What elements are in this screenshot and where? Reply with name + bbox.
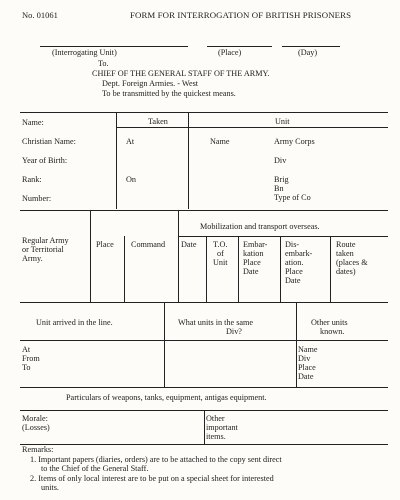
other-name-label: Name	[298, 345, 318, 354]
place-line[interactable]	[207, 46, 272, 47]
section-divider-remarks-top	[20, 444, 388, 445]
name-label: Name:	[22, 118, 44, 127]
line-section-header-underline	[20, 340, 388, 341]
unit-name-label: Name	[210, 137, 230, 146]
arrived-from-label: From	[22, 354, 40, 363]
line-section-border-1	[164, 302, 165, 387]
remarks-label: Remarks:	[22, 445, 54, 454]
regular-army-line2: or Territorial	[22, 245, 64, 254]
mobilization-col-border-1	[90, 210, 91, 302]
regular-army-line3: Army.	[22, 254, 43, 263]
remark2-line1: 2. Items of only local interest are to be put on a special sheet for interested	[30, 474, 274, 483]
route-line2: taken	[336, 249, 354, 258]
other-units-line2: known.	[320, 327, 345, 336]
regular-army-line1: Regular Army	[22, 236, 69, 245]
to-unit-line2: of	[217, 249, 224, 258]
form-number: No. 01061	[22, 10, 58, 20]
brig-label: Brig	[274, 175, 289, 184]
taken-header: Taken	[148, 117, 168, 126]
section-divider-line-top	[20, 302, 388, 303]
route-line4: dates)	[336, 267, 356, 276]
losses-label: (Losses)	[22, 423, 50, 432]
to-label: To.	[98, 59, 109, 68]
section-divider-equipment-top	[20, 387, 388, 388]
christian-name-label: Christian Name:	[22, 137, 76, 146]
morale-label: Morale:	[22, 414, 48, 423]
other-units-line1: Other units	[311, 318, 348, 327]
bn-label: Bn	[274, 184, 284, 193]
other-date-label: Date	[298, 372, 314, 381]
type-of-co-label: Type of Co	[274, 193, 311, 202]
section-divider-personal-top	[20, 112, 388, 113]
mobilization-col-border-disembark	[330, 236, 331, 302]
mobilization-col-border-place	[124, 236, 125, 302]
morale-column-border	[204, 410, 205, 444]
embarkation-line2: kation	[243, 249, 264, 258]
disembarkation-line1: Dis-	[285, 240, 300, 249]
other-items-line2: important	[206, 423, 238, 432]
unit-header: Unit	[275, 117, 290, 126]
disembarkation-line3: ation.	[285, 258, 304, 267]
disembarkation-line5: Date	[285, 276, 301, 285]
route-line3: (places &	[336, 258, 368, 267]
mobilization-col-border-2	[178, 210, 179, 302]
div-label: Div	[274, 156, 287, 165]
form-title: FORM FOR INTERROGATION OF BRITISH PRISONERS	[130, 10, 352, 20]
day-line[interactable]	[282, 46, 340, 47]
interrogating-unit-line[interactable]	[40, 46, 188, 47]
mobilization-col-border-date	[206, 236, 207, 302]
place-label: (Place)	[218, 48, 242, 57]
recipient-line1: CHIEF OF THE GENERAL STAFF OF THE ARMY.	[92, 69, 270, 78]
other-div-label: Div	[298, 354, 311, 363]
unit-arrived-header: Unit arrived in the line.	[36, 318, 113, 327]
remark1-line1: 1. Important papers (diaries, orders) are to be attached to the copy sent direct	[30, 455, 282, 464]
recipient-line2: Dept. Foreign Armies. - West	[102, 79, 199, 88]
embarkation-line3: Place	[243, 258, 261, 267]
to-unit-line3: Unit	[213, 258, 228, 267]
other-place-label: Place	[298, 363, 316, 372]
mobilization-date-header: Date	[181, 240, 197, 249]
taken-on-label: On	[126, 175, 137, 184]
remark1-line2: to the Chief of the General Staff.	[41, 464, 149, 473]
rank-label: Rank:	[22, 175, 42, 184]
remark2-line2: units.	[41, 483, 59, 492]
equipment-particulars: Particulars of weapons, tanks, equipment, antigas equipment.	[66, 393, 267, 402]
year-of-birth-label: Year of Birth:	[22, 156, 68, 165]
mobilization-header: Mobilization and transport overseas.	[200, 222, 320, 231]
what-units-line1: What units in the same	[178, 318, 254, 327]
section-divider-mobilization-top	[20, 210, 388, 211]
embarkation-line1: Embar-	[243, 240, 268, 249]
line-section-border-2	[296, 302, 297, 387]
transmit-note: To be transmitted by the quickest means.	[102, 89, 236, 98]
number-label: Number:	[22, 194, 52, 203]
taken-unit-header-underline	[116, 127, 388, 128]
mobilization-col-border-to	[238, 236, 239, 302]
arrived-at-label: At	[22, 345, 31, 354]
mobilization-command-header: Command	[131, 240, 166, 249]
arrived-to-label: To	[22, 363, 31, 372]
other-items-line3: items.	[206, 432, 226, 441]
interrogating-unit-label: (Interrogating Unit)	[52, 48, 117, 57]
disembarkation-line2: embark-	[285, 249, 313, 258]
mobilization-header-underline	[178, 236, 388, 237]
embarkation-line4: Date	[243, 267, 259, 276]
mobilization-place-header: Place	[96, 240, 114, 249]
route-line1: Route	[336, 240, 356, 249]
army-corps-label: Army Corps	[274, 137, 315, 146]
other-items-line1: Other	[206, 414, 225, 423]
taken-at-label: At	[126, 137, 135, 146]
day-label: (Day)	[298, 48, 318, 57]
what-units-line2: Div?	[226, 327, 242, 336]
disembarkation-line4: Place	[285, 267, 303, 276]
to-unit-line1: T.O.	[213, 240, 228, 249]
mobilization-col-border-embark	[280, 236, 281, 302]
